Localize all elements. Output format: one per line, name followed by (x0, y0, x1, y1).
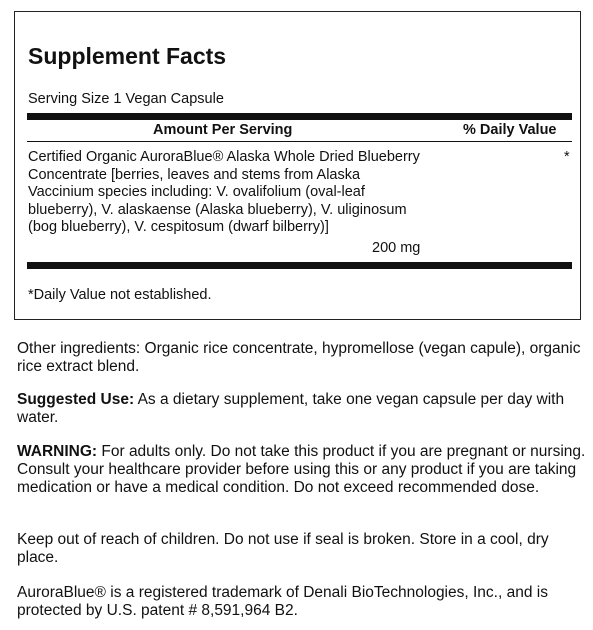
bottom-divider-bar (27, 262, 572, 269)
amount-per-serving-header: Amount Per Serving (153, 122, 293, 138)
daily-value-header: % Daily Value (463, 122, 557, 138)
warning-label: WARNING: (17, 443, 98, 460)
storage-notice: Keep out of reach of children. Do not use if seal is broken. Store in a cool, dry place. (17, 531, 549, 566)
suggested-use-text: As a dietary supplement, take one vegan capsule per day with water. (17, 391, 565, 426)
suggested-use (17, 391, 587, 427)
warning-text: For adults only. Do not take this product if you are pregnant or nursing. Consult your healthcare provider before using this or any product if you are taking medication or have a medical condition. Do not exceed recommended dose. (17, 443, 586, 496)
header-rule (27, 141, 572, 142)
top-divider-bar (27, 113, 572, 120)
warning (17, 443, 587, 497)
daily-value-footnote: *Daily Value not established. (28, 287, 212, 303)
suggested-use-label: Suggested Use: (17, 391, 135, 408)
ingredient-amount: 200 mg (372, 240, 421, 256)
daily-value-mark: * (564, 149, 570, 165)
other-ingredients: Other ingredients: Organic rice concentrate, hypromellose (vegan capule), organic rice extract blend. (17, 340, 581, 375)
facts-title: Supplement Facts (28, 43, 227, 69)
trademark-notice: AuroraBlue® is a registered trademark of Denali BioTechnologies, Inc., and is protected by U.S. patent # 8,591,964 B2. (17, 584, 548, 619)
serving-size: Serving Size 1 Vegan Capsule (28, 91, 224, 107)
ingredient-description: Certified Organic AuroraBlue® Alaska Whole Dried Blueberry Concentrate [berries, leaves and stems from Alaska Vaccinium species including: V. ovalifolium (oval-leaf blueberry), V. alaskaense (Alaska blueberry), V. uliginosum (bog blueberry), V. cespitosum (dwarf bilberry)] (28, 149, 420, 235)
supplement-facts-panel (14, 11, 581, 320)
